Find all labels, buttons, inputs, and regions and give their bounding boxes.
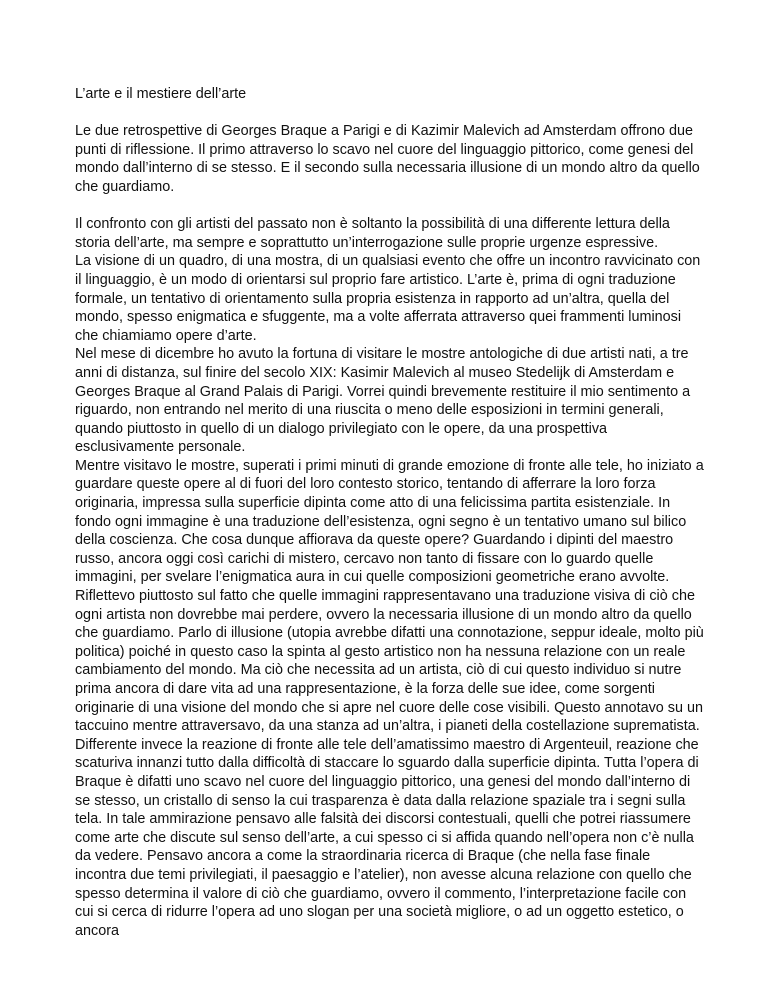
document-title: L’arte e il mestiere dell’arte	[75, 86, 247, 102]
body-paragraph: Differente invece la reazione di fronte alle tele dell’amatissimo maestro di Argenteuil, reazione che scaturiva innanzi tutto dalla difficoltà di staccare lo sguardo dalla superficie dipinta. Tutta l’opera di Braque è difatti uno scavo nel cuore del linguaggio pittorico, una genesi del mondo dall’interno di se stesso, un cristallo di senso la cui trasparenza è data dalla relazione spaziale tra i segni sulla tela. In tale ammirazione pensavo alle falsità dei discorsi contestuali, quelli che potrei riassumere come arte che discute sul senso dell’arte, a cui spesso ci si affida quando nell’opera non c’è nulla da vedere. Pensavo ancora a come la straordinaria ricerca di Braque (che nella fase finale incontra due temi privilegiati, il paesaggio e l’atelier), non avesse alcuna relazione con quello che spesso determina il valore di ciò che guardiamo, ovvero il commento, l’interpretazione facile con cui si cerca di ridurre l’opera ad uno slogan per una società migliore, o ad un oggetto estetico, o ancora	[75, 736, 699, 939]
body-paragraph: Nel mese di dicembre ho avuto la fortuna di visitare le mostre antologiche di due artisti nati, a tre anni di distanza, sul finire del secolo XIX: Kasimir Malevich al museo Stedelijk di Amsterdam e Georges Braque al Grand Palais di Parigi. Vorrei quindi brevemente restituire il mio sentimento a riguardo, non entrando nel merito di una riuscita o meno delle esposizioni in termini generali, quando piuttosto in quello di un dialogo privilegiato con le opere, da una prospettiva esclusivamente personale.	[75, 346, 691, 456]
intro-paragraph: Le due retrospettive di Georges Braque a Parigi e di Kazimir Malevich ad Amsterdam offrono due punti di riflessione. Il primo attraverso lo scavo nel cuore del linguaggio pittorico, come genesi del mondo dall’interno di se stesso. E il secondo sulla necessaria illusione di un mondo altro da quello che guardiamo.	[75, 123, 700, 195]
body-paragraph: Il confronto con gli artisti del passato non è soltanto la possibilità di una differente lettura della storia dell’arte, ma sempre e soprattutto un’interrogazione sulle proprie urgenze espressive.	[75, 216, 670, 251]
body-paragraph: Mentre visitavo le mostre, superati i primi minuti di grande emozione di fronte alle tele, ho iniziato a guardare queste opere al di fuori del loro contesto storico, tentando di afferrare la loro forza originaria, impressa sulla superficie dipinta come atto di una felicissima partita esistenziale. In fondo ogni immagine è una traduzione dell’esistenza, ogni segno è un tentativo umano sul bilico della coscienza. Che cosa dunque affiorava da queste opere? Guardando i dipinti del maestro russo, ancora oggi così carichi di mistero, cercavo non tanto di fissare con lo guardo quelle immagini, per svelare l’enigmatica aura in cui quelle composizioni geometriche erano avvolte. Riflettevo piuttosto sul fatto che quelle immagini rappresentavano una traduzione visiva di ciò che ogni artista non dovrebbe mai perdere, ovvero la necessaria illusione di un mondo altro da quello che guardiamo. Parlo di illusione (utopia avrebbe difatti una connotazione, seppur ideale, molto più politica) poiché in questo caso la spinta al gesto artistico non ha nessuna relazione con un reale cambiamento del mondo. Ma ciò che necessita ad un artista, ciò di cui questo individuo si nutre prima ancora di dare vita ad una rappresentazione, è la forza delle sue idee, come sorgenti originarie di una visione del mondo che si apre nel cuore delle cose visibili. Questo annotavo su un taccuino mentre attraversavo, da una stanza ad un’altra, i pianeti della costellazione suprematista.	[75, 457, 704, 735]
document-page	[75, 85, 705, 940]
body-paragraph: La visione di un quadro, di una mostra, di un qualsiasi evento che offre un incontro ravvicinato con il linguaggio, è un modo di orientarsi sul proprio fare artistico. L’arte è, prima di ogni traduzione formale, un tentativo di orientamento sulla propria esistenza in rapporto ad un’altra, quella del mondo, spesso enigmatica e sfuggente, ma a volte afferrata attraverso quei frammenti luminosi che chiamiamo opere d’arte.	[75, 253, 701, 344]
